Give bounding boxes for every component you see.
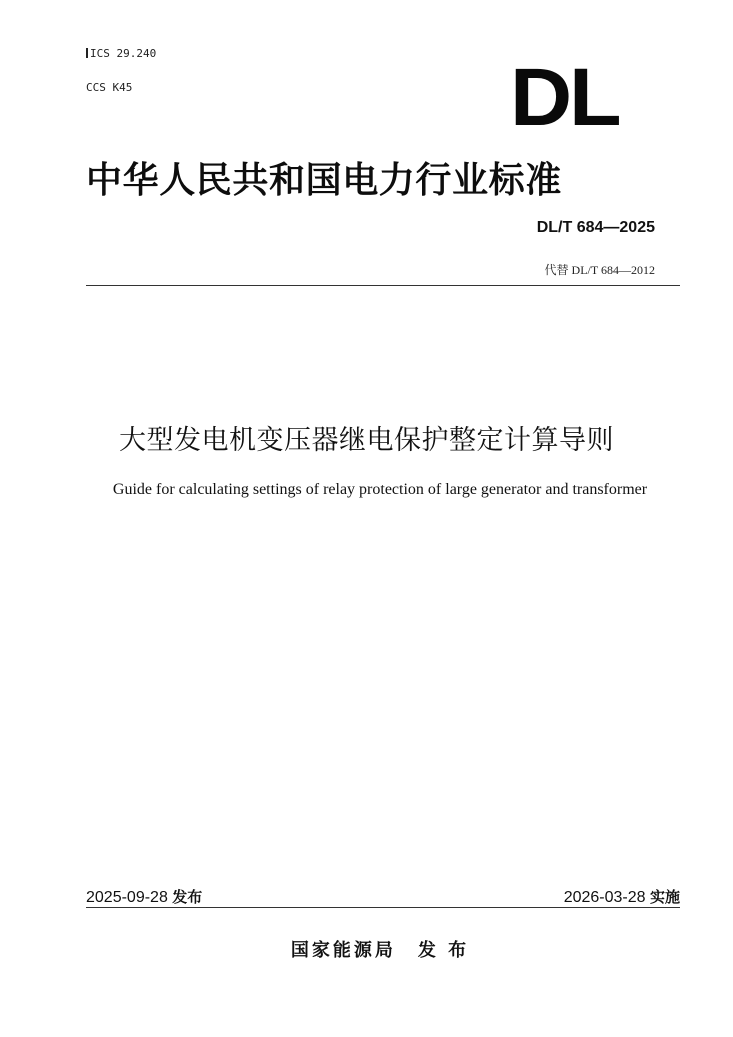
document-title-en: Guide for calculating settings of relay protection of large generator and transformer: [112, 481, 648, 498]
publisher-name: 国家能源局: [290, 940, 396, 961]
industry-standard-title: 中华人民共和国电力行业标准: [86, 160, 562, 201]
publisher-line: [0, 936, 733, 962]
publish-label: 发布: [172, 888, 203, 906]
ics-code: [86, 47, 156, 60]
document-title-cn: 大型发电机变压器继电保护整定计算导则: [119, 425, 614, 456]
replaces-standard: 代替 DL/T 684—2012: [544, 263, 655, 277]
publisher-action: 发 布: [417, 940, 470, 961]
ics-code-text: ICS 29.240: [90, 47, 157, 60]
implement-date-value: 2026-03-28: [563, 889, 646, 906]
ccs-code: CCS K45: [86, 81, 133, 94]
dl-logo: DL: [510, 52, 619, 143]
publish-date-value: 2025-09-28: [86, 889, 168, 906]
implement-date: [564, 886, 680, 907]
ics-marker-bar: [86, 48, 88, 58]
publish-date: [86, 886, 202, 907]
implement-label: 实施: [649, 888, 680, 906]
standard-number: DL/T 684—2025: [536, 219, 655, 236]
header-divider: [86, 285, 680, 286]
footer-divider: [86, 907, 680, 908]
